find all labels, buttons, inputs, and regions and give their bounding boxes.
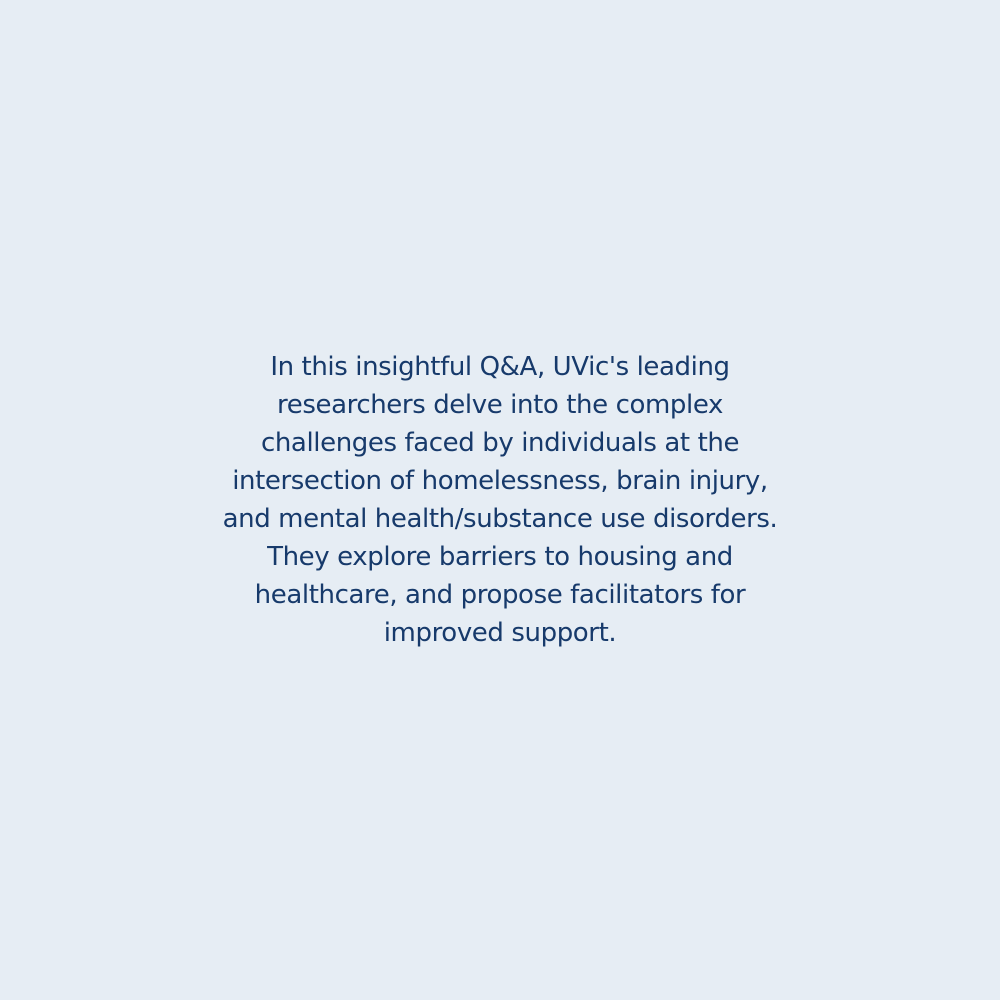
paragraph-line-5: and mental health/substance use disorders. bbox=[222, 504, 778, 534]
paragraph-line-8: improved support. bbox=[383, 618, 617, 648]
paragraph-line-6: They explore barriers to housing and bbox=[267, 542, 733, 572]
paragraph-line-3: challenges faced by individuals at the bbox=[260, 428, 740, 458]
paragraph-line-4: intersection of homelessness, brain injury, bbox=[232, 466, 768, 496]
paragraph-line-1: In this insightful Q&A, UVic's leading bbox=[270, 352, 730, 382]
paragraph-line-7: healthcare, and propose facilitators for bbox=[254, 580, 746, 610]
intro-paragraph bbox=[150, 348, 850, 652]
paragraph-line-2: researchers delve into the complex bbox=[277, 390, 723, 420]
